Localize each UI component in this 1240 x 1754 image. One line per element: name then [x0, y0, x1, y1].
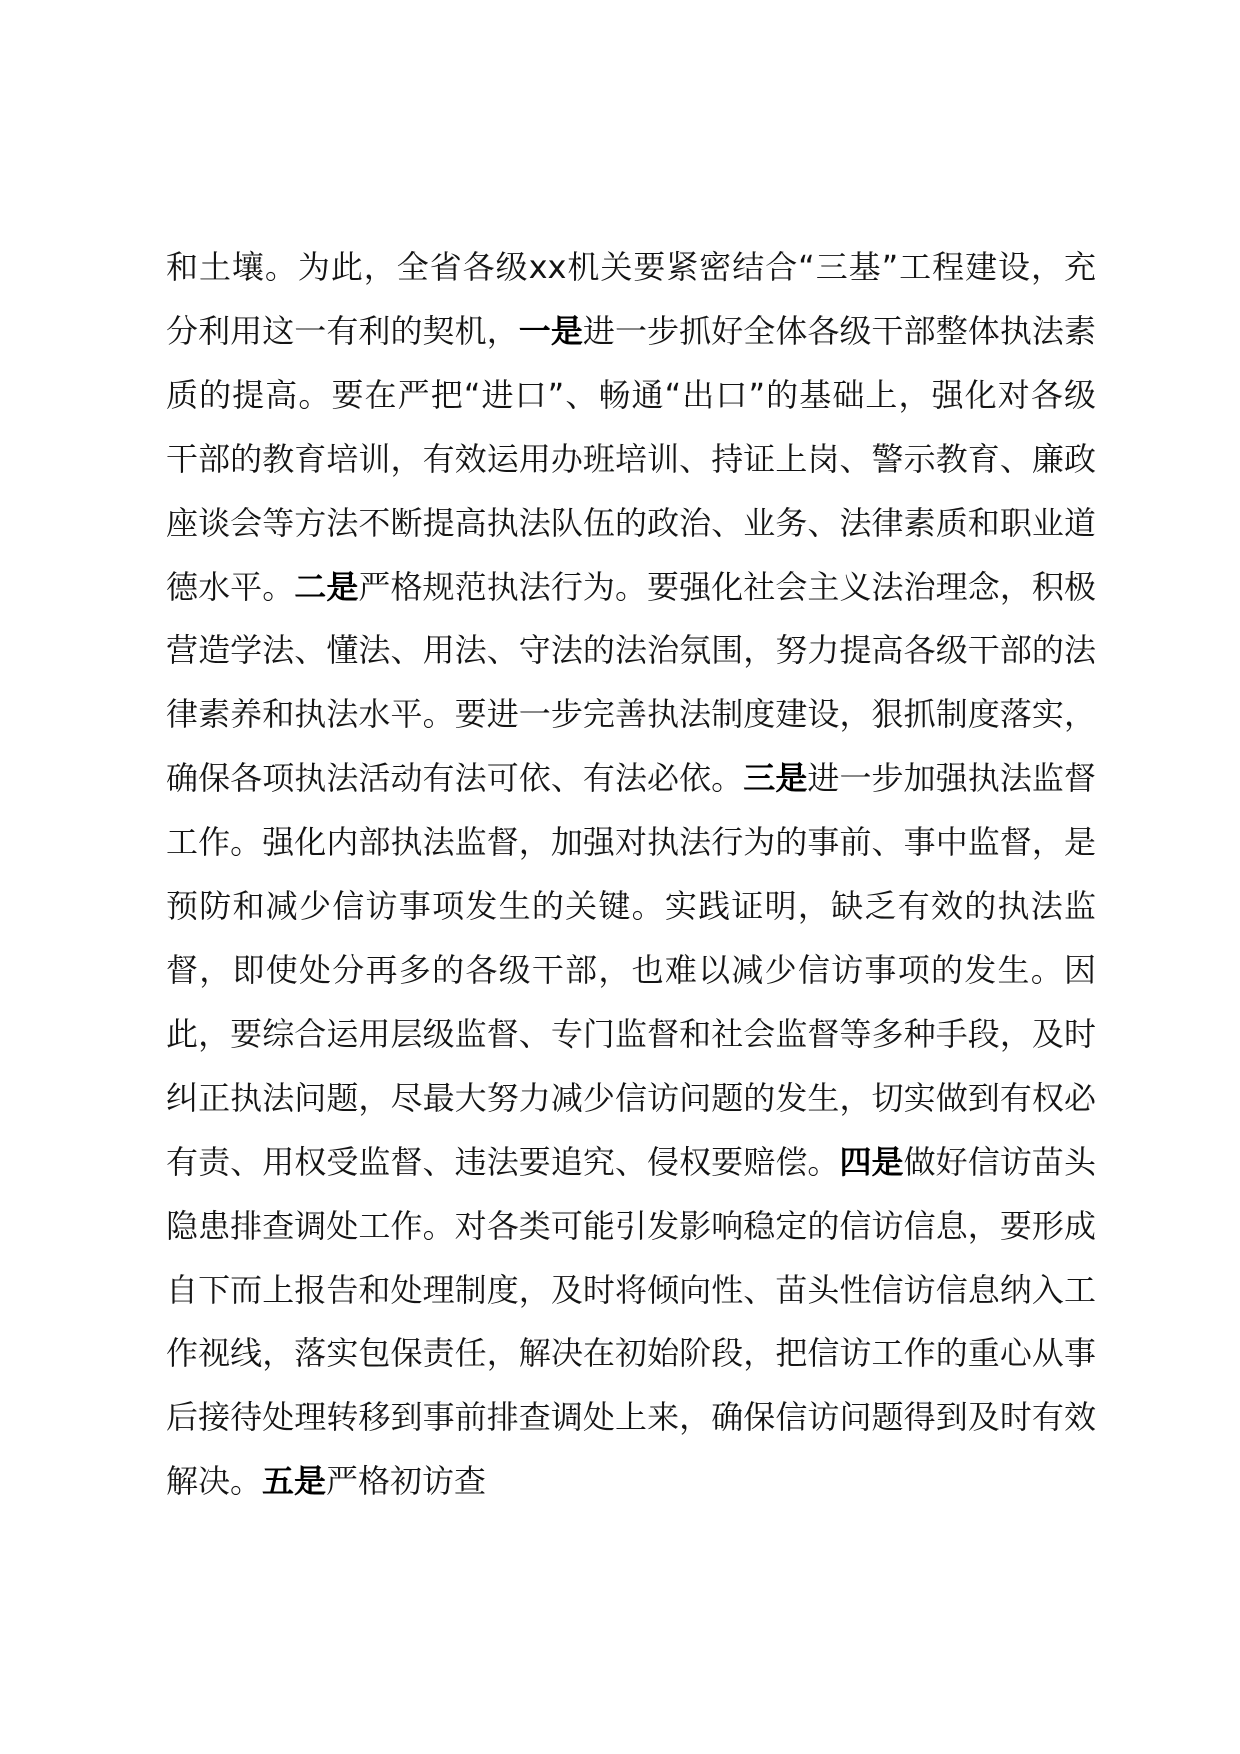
bold-marker-one: 一是	[518, 311, 583, 350]
text-run: 严格规范执法行为。要强化社会主义法治理念，积极营造学法、懂法、用法、守法的法治氛围，努力提高各级干部的法律素养和执法水平。要进一步完善执法制度建设，狠抓制度落实，确保各项执法活动有法可依、有法必依。	[166, 567, 1096, 798]
text-run: 严格初访查	[326, 1462, 487, 1501]
bold-marker-five: 五是	[262, 1462, 327, 1501]
text-run: 和土壤。为此，全省各级xx机关要紧密结合“三基”工程建设，充分利用这一有利的契机，	[166, 248, 1096, 350]
text-run: 进一步加强执法监督工作。强化内部执法监督，加强对执法行为的事前、事中监督，是预防和减少信访事项发生的关键。实践证明，缺乏有效的执法监督，即使处分再多的各级干部，也难以减少信访事项的发生。因此，要综合运用层级监督、专门监督和社会监督等多种手段，及时纠正执法问题，尽最大努力减少信访问题的发生，切实做到有权必有责、用权受监督、违法要追究、侵权要赔偿。	[166, 759, 1096, 1181]
bold-marker-four: 四是	[839, 1142, 904, 1181]
text-run: 做好信访苗头隐患排查调处工作。对各类可能引发影响稳定的信访信息，要形成自下而上报告和处理制度，及时将倾向性、苗头性信访信息纳入工作视线，落实包保责任，解决在初始阶段，把信访工作的重心从事后接待处理转移到事前排查调处上来，确保信访问题得到及时有效解决。	[166, 1142, 1096, 1501]
bold-marker-two: 二是	[294, 567, 359, 606]
bold-marker-three: 三是	[743, 759, 808, 798]
body-paragraph	[166, 236, 1096, 1514]
text-run: 进一步抓好全体各级干部整体执法素质的提高。要在严把“进口”、畅通“出口”的基础上，强化对各级干部的教育培训，有效运用办班培训、持证上岗、警示教育、廉政座谈会等方法不断提高执法队伍的政治、业务、法律素质和职业道德水平。	[166, 311, 1096, 606]
